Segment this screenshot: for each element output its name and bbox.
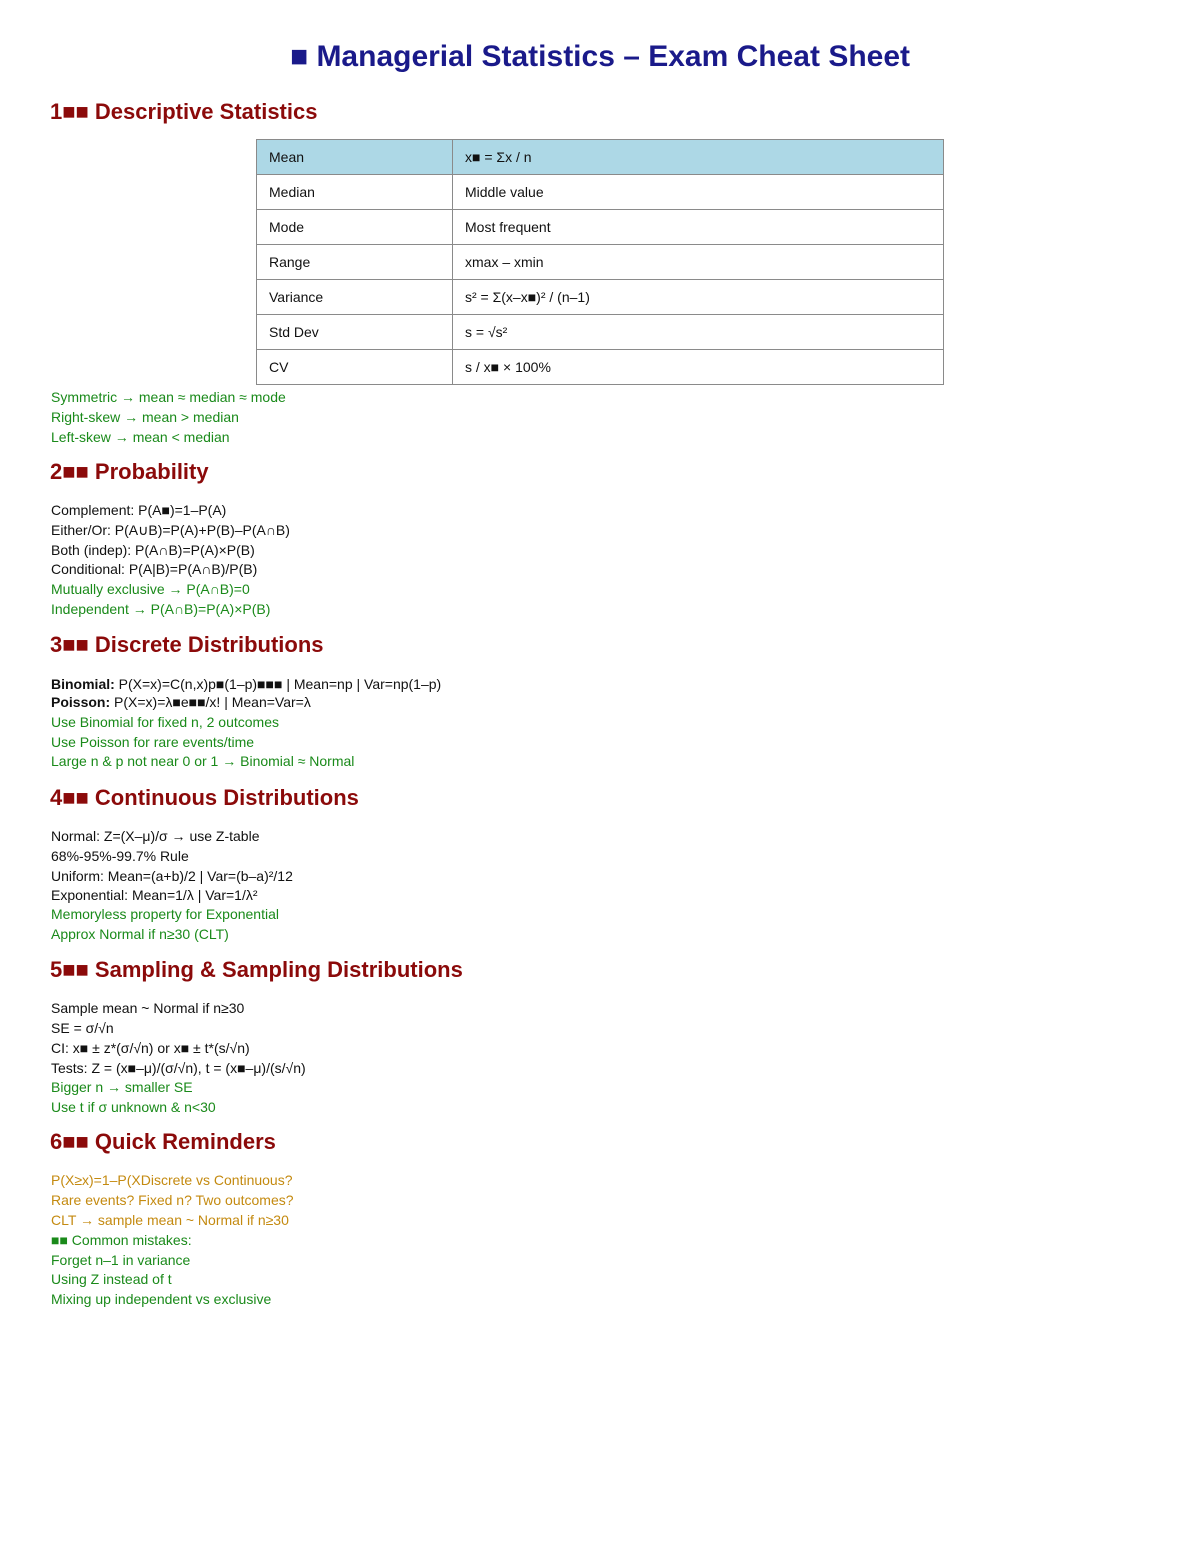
stat-label: Median xyxy=(257,175,453,210)
binomial-label: Binomial: xyxy=(51,676,115,692)
rule-line: Normal: Z=(X–μ)/σ → use Z-table xyxy=(51,828,260,844)
poisson-label: Poisson: xyxy=(51,694,111,710)
rule-line: Complement: P(A■)=1–P(A) xyxy=(51,502,227,518)
reminder-line: CLT → sample mean ~ Normal if n≥30 xyxy=(51,1212,289,1228)
note-line: Bigger n → smaller SE xyxy=(51,1079,193,1095)
stat-formula: s = √s² xyxy=(453,315,944,350)
stat-label: Range xyxy=(257,245,453,280)
section-heading-reminders: 6■■ Quick Reminders xyxy=(50,1129,276,1154)
table-row xyxy=(257,175,944,210)
table-row xyxy=(257,245,944,280)
reminder-line: Rare events? Fixed n? Two outcomes? xyxy=(51,1192,294,1208)
note-line: Use Poisson for rare events/time xyxy=(51,734,255,750)
stat-label: CV xyxy=(257,350,453,385)
section-heading-descriptive: 1■■ Descriptive Statistics xyxy=(50,99,318,124)
stat-label: Variance xyxy=(257,280,453,315)
binomial-line xyxy=(51,674,441,694)
table-row xyxy=(257,140,944,175)
rule-line: Sample mean ~ Normal if n≥30 xyxy=(51,1000,245,1016)
binomial-formula: P(X=x)=C(n,x)p■(1–p)■■■ | Mean=np | Var=np(1–p) xyxy=(114,676,442,692)
rule-line: Tests: Z = (x■–μ)/(σ/√n), t = (x■–μ)/(s/√n) xyxy=(51,1060,306,1076)
rule-line: Conditional: P(A|B)=P(A∩B)/P(B) xyxy=(51,561,258,577)
section-heading-discrete: 3■■ Discrete Distributions xyxy=(50,632,324,657)
note-line: Large n & p not near 0 or 1 → Binomial ≈ Normal xyxy=(51,753,355,769)
note-line: Left-skew → mean < median xyxy=(51,429,230,445)
rule-line: SE = σ/√n xyxy=(51,1020,114,1036)
stat-formula: s² = Σ(x–x■)² / (n–1) xyxy=(453,280,944,315)
section-heading-continuous: 4■■ Continuous Distributions xyxy=(50,785,359,810)
note-line: Symmetric → mean ≈ median ≈ mode xyxy=(51,389,286,405)
reminder-line: P(X≥x)=1–P(XDiscrete vs Continuous? xyxy=(51,1172,293,1188)
rule-line: 68%-95%-99.7% Rule xyxy=(51,848,189,864)
rule-line: Exponential: Mean=1/λ | Var=1/λ² xyxy=(51,887,258,903)
section-heading-probability: 2■■ Probability xyxy=(50,459,209,484)
stat-formula: Middle value xyxy=(453,175,944,210)
stat-formula: Most frequent xyxy=(453,210,944,245)
table-row xyxy=(257,350,944,385)
mistake-line: Forget n–1 in variance xyxy=(51,1252,191,1268)
table-row xyxy=(257,280,944,315)
stat-formula: x■ = Σx / n xyxy=(453,140,944,175)
rule-line: CI: x■ ± z*(σ/√n) or x■ ± t*(s/√n) xyxy=(51,1040,250,1056)
stat-formula: xmax – xmin xyxy=(453,245,944,280)
mistakes-label: ■■ Common mistakes: xyxy=(51,1232,192,1248)
note-line: Use Binomial for fixed n, 2 outcomes xyxy=(51,714,279,730)
mistake-line: Using Z instead of t xyxy=(51,1271,172,1287)
note-line: Right-skew → mean > median xyxy=(51,409,239,425)
table-row xyxy=(257,210,944,245)
stat-formula: s / x■ × 100% xyxy=(453,350,944,385)
rule-line: Either/Or: P(A∪B)=P(A)+P(B)–P(A∩B) xyxy=(51,522,290,538)
note-line: Mutually exclusive → P(A∩B)=0 xyxy=(51,581,250,597)
descriptive-statistics-table xyxy=(256,139,944,385)
stat-label: Mean xyxy=(257,140,453,175)
mistake-line: Mixing up independent vs exclusive xyxy=(51,1291,272,1307)
table-row xyxy=(257,315,944,350)
note-line: Use t if σ unknown & n<30 xyxy=(51,1099,216,1115)
rule-line: Both (indep): P(A∩B)=P(A)×P(B) xyxy=(51,542,255,558)
note-line: Independent → P(A∩B)=P(A)×P(B) xyxy=(51,601,271,617)
poisson-line xyxy=(51,692,311,712)
poisson-formula: P(X=x)=λ■e■■/x! | Mean=Var=λ xyxy=(110,694,311,710)
page-title: ■ Managerial Statistics – Exam Cheat Sheet xyxy=(289,40,911,73)
rule-line: Uniform: Mean=(a+b)/2 | Var=(b–a)²/12 xyxy=(51,868,293,884)
stat-label: Mode xyxy=(257,210,453,245)
note-line: Memoryless property for Exponential xyxy=(51,906,279,922)
note-line: Approx Normal if n≥30 (CLT) xyxy=(51,926,229,942)
stat-label: Std Dev xyxy=(257,315,453,350)
section-heading-sampling: 5■■ Sampling & Sampling Distributions xyxy=(50,957,463,982)
